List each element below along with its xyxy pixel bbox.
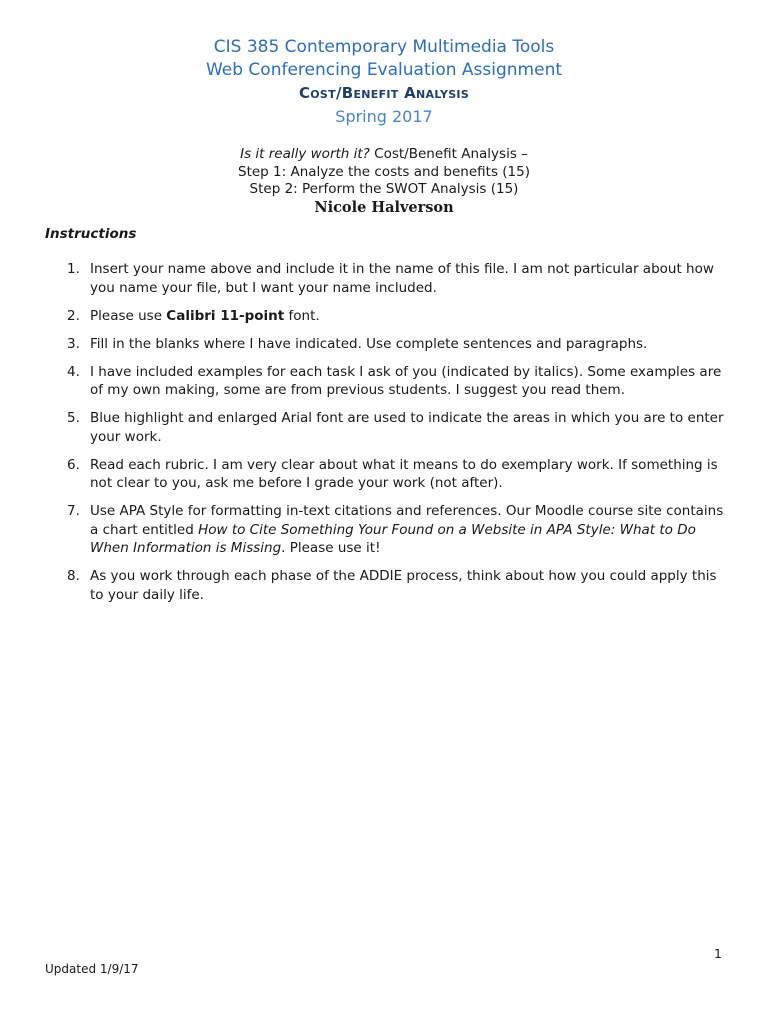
list-text: Blue highlight and enlarged Arial font are used to indicate the areas in which you are to enter your work. [90, 410, 724, 445]
list-text: I have included examples for each task I ask of you (indicated by italics). Some examples are of my own making, some are from previous students. I suggest you read them. [90, 363, 722, 398]
list-number: 2. [67, 307, 80, 324]
step-1: Step 1: Analyze the costs and benefits (15) [238, 163, 530, 180]
list-number: 5. [67, 410, 80, 426]
list-number: 7. [67, 503, 80, 519]
intro-question-line [0, 146, 768, 164]
intro-question: Is it really worth it? [240, 146, 370, 162]
list-number: 3. [67, 335, 80, 352]
list-text: Insert your name above and include it in the name of this file. I am not particular about how you name your file, but I want your name included. [90, 261, 714, 296]
list-item [45, 502, 725, 558]
list-number: 4. [67, 363, 80, 380]
list-item [45, 567, 725, 604]
list-item [45, 307, 725, 326]
list-text-pre: Please use [90, 307, 167, 324]
list-item [45, 456, 725, 493]
step-2: Step 2: Perform the SWOT Analysis (15) [249, 181, 519, 197]
list-item [45, 260, 725, 297]
list-text: As you work through each phase of the ADDIE process, think about how you could apply this to your daily life. [90, 568, 717, 603]
instructions-list [45, 260, 725, 614]
list-item [45, 363, 725, 400]
list-number: 6. [67, 456, 80, 473]
list-text: Fill in the blanks where I have indicated. Use complete sentences and paragraphs. [90, 335, 648, 352]
list-number: 1. [67, 261, 80, 277]
document-header [0, 36, 768, 130]
list-text-pre: Use APA Style for formatting in-text citations and references. Our Moodle course site contains a chart entitled [90, 503, 724, 538]
course-title: CIS 385 Contemporary Multimedia Tools [213, 37, 555, 57]
intro-block [0, 146, 768, 217]
document-subtitle: Cost/Benefit Analysis [298, 84, 470, 102]
term-label: Spring 2017 [335, 107, 433, 126]
list-text-post: font. [284, 307, 320, 324]
author-name: Nicole Halverson [314, 198, 454, 216]
assignment-title: Web Conferencing Evaluation Assignment [205, 60, 563, 80]
list-text: Read each rubric. I am very clear about what it means to do exemplary work. If something is not clear to you, ask me before I grade your work (not after). [90, 456, 718, 491]
updated-date: Updated 1/9/17 [45, 962, 139, 976]
intro-question-rest: Cost/Benefit Analysis – [369, 146, 528, 162]
list-text-bold: Calibri 11-point [166, 307, 285, 324]
list-item [45, 409, 725, 446]
list-number: 8. [67, 568, 80, 584]
list-item [45, 335, 725, 354]
list-text-italic: How to Cite Something Your Found on a Website in APA Style: What to Do When Information is Missing [90, 521, 696, 556]
instructions-heading: Instructions [45, 226, 137, 242]
list-text-post: . Please use it! [281, 540, 381, 556]
page-number: 1 [714, 946, 722, 961]
